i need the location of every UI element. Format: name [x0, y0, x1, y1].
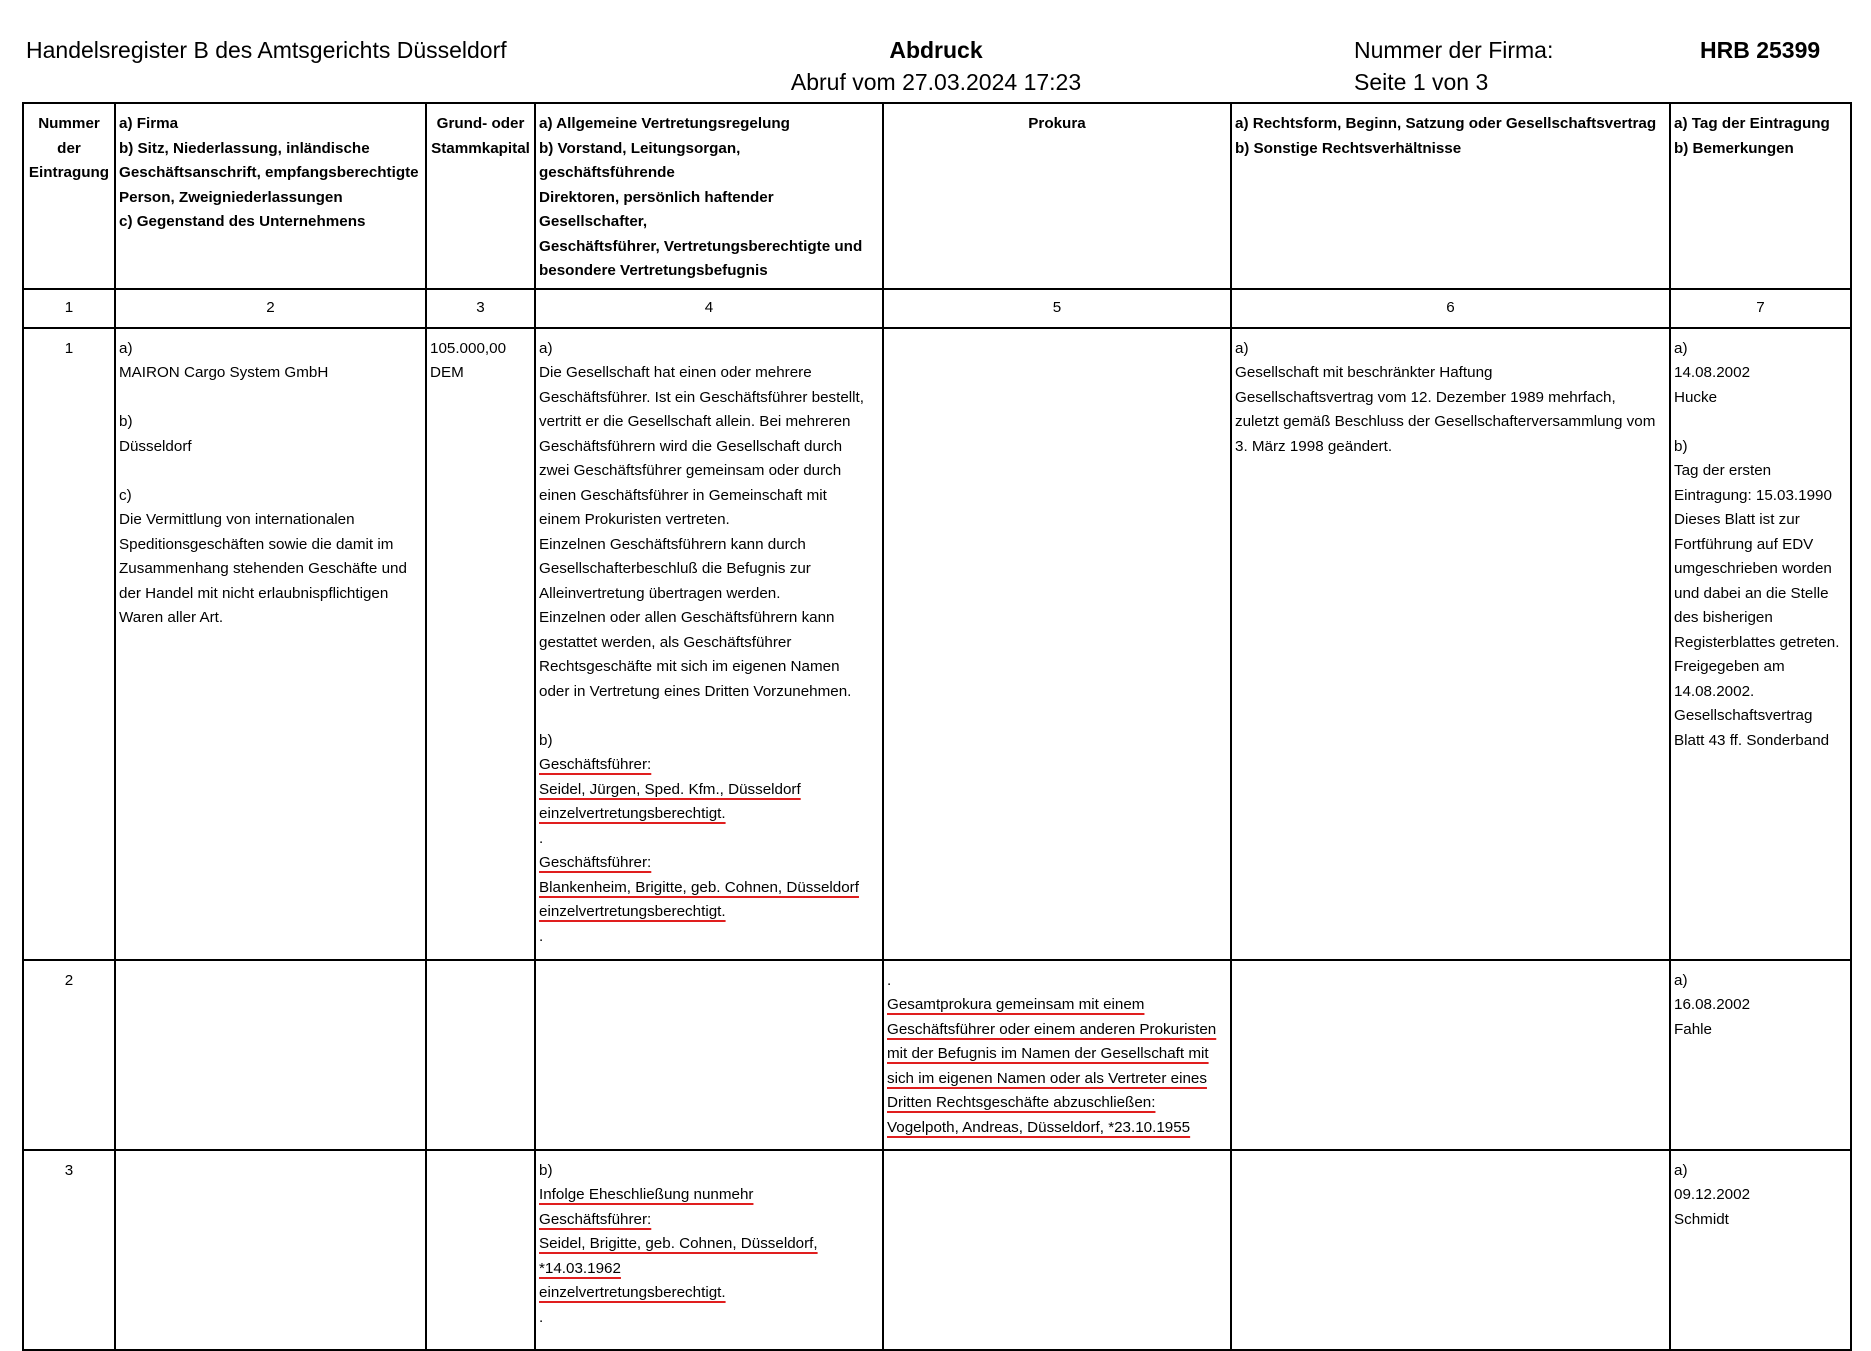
text-line	[887, 1042, 1227, 1067]
text-line: Die Vermittlung von internationalen	[119, 511, 355, 528]
column-number: 5	[883, 289, 1231, 328]
header-capital	[426, 103, 535, 289]
cell-prokura	[883, 960, 1231, 1150]
text-line: a) Firma	[119, 115, 179, 132]
text-line: .	[539, 927, 544, 945]
cell-representation	[535, 328, 883, 960]
text-line: b)	[119, 413, 133, 430]
cell-legal-form	[1231, 328, 1670, 960]
text-line: Person, Zweigniederlassungen	[119, 188, 343, 206]
cell-entry-date	[1670, 960, 1851, 1150]
text-line: a)	[119, 339, 133, 357]
text-line: des bisherigen	[1674, 609, 1773, 626]
text-line: zuletzt gemäß Beschluss der Gesellschafterversammlung vom	[1235, 413, 1656, 430]
page-indicator: Seite 1 von 3	[1354, 69, 1489, 95]
retrieval-date: Abruf vom 27.03.2024 17:23	[790, 69, 1082, 95]
text-line: oder in Vertretung eines Dritten Vorzunehmen.	[539, 682, 852, 700]
header-entry-number	[23, 103, 115, 289]
text-line: .	[539, 1308, 544, 1326]
text-line: Rechtsgeschäfte mit sich im eigenen Namen	[539, 658, 840, 675]
text-line	[887, 1018, 1227, 1043]
text-line: a) Allgemeine Vertretungsregelung	[539, 115, 790, 132]
text-line: DEM	[430, 364, 464, 381]
text-line: Alleinvertretung übertragen werden.	[539, 584, 781, 602]
text-line: und dabei an die Stelle	[1674, 584, 1829, 602]
text-line	[539, 1232, 879, 1257]
text-line	[539, 1183, 879, 1208]
text-line: Gesellschaftsvertrag	[1674, 707, 1813, 724]
text-line: b) Sitz, Niederlassung, inländische	[119, 139, 370, 157]
underlined-text: Infolge Eheschließung nunmehr	[539, 1186, 754, 1203]
text-line	[1674, 410, 1847, 435]
text-line: .	[887, 971, 892, 989]
column-number: 7	[1670, 289, 1851, 328]
text-line: der	[57, 139, 81, 157]
text-line: umgeschrieben worden	[1674, 560, 1832, 577]
cell-prokura	[883, 1150, 1231, 1350]
text-line: Fahle	[1674, 1020, 1712, 1038]
text-line	[887, 1116, 1227, 1141]
text-line: Blatt 43 ff. Sonderband	[1674, 731, 1830, 749]
underlined-text: Vogelpoth, Andreas, Düsseldorf, *23.10.1955	[887, 1118, 1191, 1136]
text-line: vertritt er die Gesellschaft allein. Bei mehreren	[539, 413, 851, 430]
text-line: Hucke	[1674, 388, 1718, 406]
cell-entry-date	[1670, 1150, 1851, 1350]
text-line: a)	[1674, 971, 1688, 989]
text-line: Direktoren, persönlich haftender Gesellschafter,	[539, 188, 774, 230]
text-line: Düsseldorf	[119, 437, 192, 455]
text-line: Prokura	[1028, 115, 1086, 132]
text-line: b) Vorstand, Leitungsorgan, geschäftsführende	[539, 139, 741, 181]
text-line: .	[539, 829, 544, 847]
entry-number: 1	[23, 328, 115, 960]
cell-legal-form	[1231, 1150, 1670, 1350]
text-line: Einzelnen oder allen Geschäftsführern kann	[539, 609, 835, 626]
register-table	[22, 102, 1852, 1351]
header-representation	[535, 103, 883, 289]
underlined-text: Geschäftsführer:	[539, 1210, 652, 1228]
company-number-label: Nummer der Firma:	[1354, 37, 1554, 63]
header-firma	[115, 103, 426, 289]
text-line: besondere Vertretungsbefugnis	[539, 262, 768, 279]
text-line: Schmidt	[1674, 1210, 1729, 1228]
text-line: Die Gesellschaft hat einen oder mehrere	[539, 364, 812, 381]
underlined-text: einzelvertretungsberechtigt.	[539, 805, 726, 822]
text-line: einem Prokuristen vertreten.	[539, 511, 730, 528]
text-line: a)	[539, 339, 553, 357]
text-line: a) Tag der Eintragung	[1674, 115, 1830, 132]
underlined-text: Seidel, Jürgen, Sped. Kfm., Düsseldorf	[539, 780, 801, 798]
text-line: einen Geschäftsführer in Gemeinschaft mit	[539, 486, 827, 504]
column-number: 1	[23, 289, 115, 328]
text-line: b)	[1674, 437, 1688, 455]
text-line: Stammkapital	[431, 139, 530, 157]
underlined-text: Blankenheim, Brigitte, geb. Cohnen, Düsseldorf	[539, 878, 859, 896]
text-line: a)	[1674, 1161, 1688, 1179]
cell-firma	[115, 960, 426, 1150]
text-line	[887, 1067, 1227, 1092]
text-line: Eintragung	[28, 164, 110, 181]
text-line: b) Bemerkungen	[1674, 139, 1794, 157]
underlined-text: *14.03.1962	[539, 1259, 621, 1277]
text-line: Registerblattes getreten.	[1674, 633, 1840, 651]
cell-capital	[426, 960, 535, 1150]
text-line	[119, 386, 422, 411]
text-line: MAIRON Cargo System GmbH	[119, 364, 329, 381]
underlined-text: Geschäftsführer oder einem anderen Prokuristen	[887, 1020, 1217, 1038]
text-line	[539, 1281, 879, 1306]
cell-capital	[426, 328, 535, 960]
table-row	[23, 960, 1851, 1150]
underlined-text: Seidel, Brigitte, geb. Cohnen, Düsseldorf,	[539, 1235, 818, 1252]
text-line	[539, 876, 879, 901]
text-line: Geschäftsführer. Ist ein Geschäftsführer bestellt,	[539, 388, 864, 406]
underlined-text: sich im eigenen Namen oder als Vertreter eines	[887, 1069, 1207, 1087]
underlined-text: Dritten Rechtsgeschäfte abzuschließen:	[887, 1094, 1156, 1111]
column-number-row	[23, 289, 1851, 328]
text-line: c)	[119, 486, 132, 504]
text-line: Geschäftsführern wird die Gesellschaft durch	[539, 437, 843, 455]
cell-representation	[535, 1150, 883, 1350]
entry-number: 3	[23, 1150, 115, 1350]
text-line: b)	[539, 731, 553, 749]
text-line	[539, 753, 879, 778]
text-line	[539, 1257, 879, 1282]
text-line: Einzelnen Geschäftsführern kann durch	[539, 535, 806, 553]
cell-entry-date	[1670, 328, 1851, 960]
column-header-row	[23, 103, 1851, 289]
text-line	[119, 459, 422, 484]
text-line	[539, 1208, 879, 1233]
table-row	[23, 1150, 1851, 1350]
text-line: 14.08.2002	[1674, 364, 1751, 381]
text-line: Gesellschafterbeschluß die Befugnis zur	[539, 560, 811, 577]
text-line: 3. März 1998 geändert.	[1235, 437, 1393, 455]
text-line: Grund- oder	[436, 115, 525, 132]
text-line: Fortführung auf EDV	[1674, 535, 1814, 553]
document-title: Abdruck	[889, 37, 983, 63]
text-line: Speditionsgeschäften sowie die damit im	[119, 535, 394, 553]
text-line: Zusammenhang stehenden Geschäfte und	[119, 560, 407, 577]
text-line: Freigegeben am	[1674, 658, 1785, 675]
text-line	[539, 704, 879, 729]
header-legal-form	[1231, 103, 1670, 289]
cell-capital	[426, 1150, 535, 1350]
underlined-text: Geschäftsführer:	[539, 756, 652, 773]
underlined-text: Gesamtprokura gemeinsam mit einem	[887, 996, 1145, 1013]
text-line: 16.08.2002	[1674, 996, 1751, 1013]
cell-legal-form	[1231, 960, 1670, 1150]
underlined-text: einzelvertretungsberechtigt.	[539, 903, 726, 920]
cell-firma	[115, 1150, 426, 1350]
text-line	[539, 900, 879, 925]
text-line	[539, 851, 879, 876]
text-line: 14.08.2002.	[1674, 682, 1755, 700]
text-line: a)	[1235, 339, 1249, 357]
text-line: 105.000,00	[430, 339, 507, 357]
underlined-text: mit der Befugnis im Namen der Gesellschaft mit	[887, 1045, 1209, 1062]
text-line: b) Sonstige Rechtsverhältnisse	[1235, 139, 1462, 157]
text-line: Gesellschaftsvertrag vom 12. Dezember 1989 mehrfach,	[1235, 388, 1616, 406]
text-line: Geschäftsanschrift, empfangsberechtigte	[119, 164, 419, 181]
column-number: 2	[115, 289, 426, 328]
header-prokura	[883, 103, 1231, 289]
column-number: 6	[1231, 289, 1670, 328]
text-line: Gesellschaft mit beschränkter Haftung	[1235, 364, 1493, 381]
table-row	[23, 328, 1851, 960]
text-line: a)	[1674, 339, 1688, 357]
text-line: gestattet werden, als Geschäftsführer	[539, 633, 792, 651]
cell-prokura	[883, 328, 1231, 960]
text-line	[539, 802, 879, 827]
text-line: Dieses Blatt ist zur	[1674, 511, 1800, 528]
text-line: Nummer	[38, 115, 100, 132]
text-line	[887, 993, 1227, 1018]
text-line: Waren aller Art.	[119, 609, 224, 626]
text-line: a) Rechtsform, Beginn, Satzung oder Gesellschaftsvertrag	[1235, 115, 1657, 132]
court-title: Handelsregister B des Amtsgerichts Düsseldorf	[26, 37, 507, 63]
cell-firma	[115, 328, 426, 960]
text-line: c) Gegenstand des Unternehmens	[119, 213, 366, 230]
text-line: Tag der ersten	[1674, 462, 1772, 479]
text-line: der Handel mit nicht erlaubnispflichtigen	[119, 584, 389, 602]
text-line: 09.12.2002	[1674, 1186, 1751, 1203]
company-number: HRB 25399	[1700, 37, 1821, 63]
text-line	[887, 1091, 1227, 1116]
text-line: b)	[539, 1161, 553, 1179]
entry-number: 2	[23, 960, 115, 1150]
text-line: Eintragung: 15.03.1990	[1674, 486, 1832, 504]
header-entry-date	[1670, 103, 1851, 289]
text-line: zwei Geschäftsführer gemeinsam oder durch	[539, 462, 842, 479]
column-number: 4	[535, 289, 883, 328]
text-line	[539, 778, 879, 803]
underlined-text: einzelvertretungsberechtigt.	[539, 1284, 726, 1301]
cell-representation	[535, 960, 883, 1150]
text-line: Geschäftsführer, Vertretungsberechtigte und	[539, 237, 863, 255]
underlined-text: Geschäftsführer:	[539, 854, 652, 871]
column-number: 3	[426, 289, 535, 328]
